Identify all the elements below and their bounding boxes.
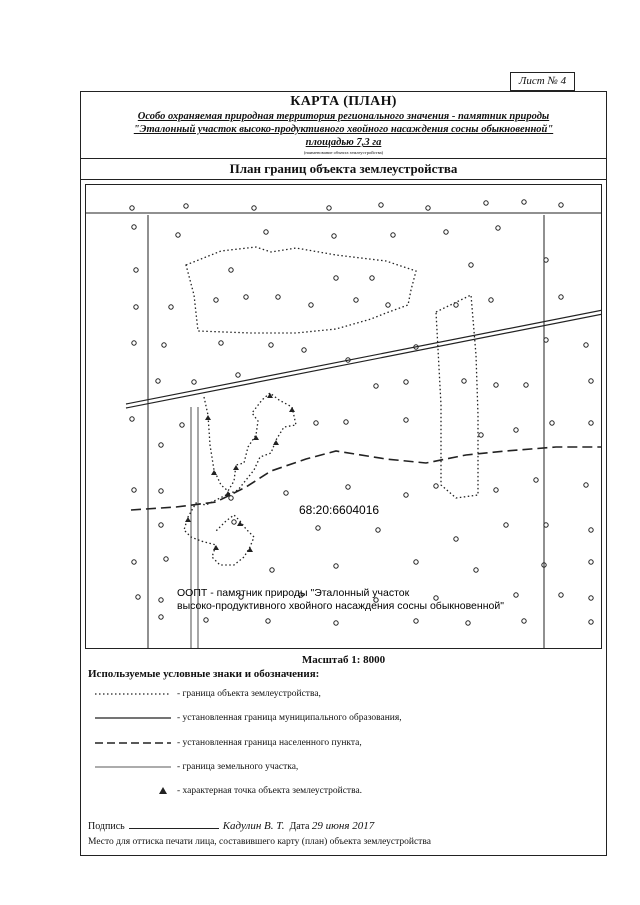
legend-thin-line-icon	[93, 761, 173, 773]
object-label-line-1: ООПТ - памятник природы "Эталонный участок	[177, 587, 410, 599]
legend-heading: Используемые условные знаки и обозначения:	[88, 668, 320, 680]
date-label: Дата	[289, 821, 310, 832]
document-title: КАРТА (ПЛАН)	[290, 94, 397, 109]
header	[81, 92, 606, 159]
legend-dotted-line-icon	[93, 688, 173, 700]
object-description-1: Особо охраняемая природная территория регионального значения - памятник природы	[137, 111, 550, 122]
legend-label: - установленная граница муниципального образования,	[177, 713, 402, 723]
sheet-number: Лист № 4	[510, 72, 575, 91]
signature-line	[129, 819, 219, 829]
legend-label: - граница земельного участка,	[177, 762, 299, 772]
stamp-place-caption: Место для оттиска печати лица, составившего карту (план) объекта землеустройства	[88, 837, 431, 847]
legend-label: - характерная точка объекта землеустройства.	[177, 786, 363, 796]
plan-title: План границ объекта землеустройства	[81, 159, 606, 180]
map-scale: Масштаб 1: 8000	[301, 654, 386, 666]
legend-label: - установленная граница населенного пункта,	[177, 738, 362, 748]
map-area	[85, 184, 602, 649]
legend-triangle-point-icon	[93, 785, 173, 797]
object-description-2: "Эталонный участок высоко-продуктивного хвойного насаждения сосны обыкновенной"	[133, 124, 554, 135]
legend-solid-line-icon	[93, 712, 173, 724]
object-caption: (наименование объекта землеустройства)	[303, 150, 384, 155]
object-area: площадью 7,3 га	[305, 137, 382, 148]
cadastral-number: 68:20:6604016	[299, 503, 380, 517]
map-drawing	[86, 185, 602, 649]
signature-row	[88, 819, 374, 832]
signature-date: 29 июня 2017	[311, 820, 375, 832]
legend-dashed-line-icon	[93, 737, 173, 749]
signer-name: Кадулин В. Т.	[222, 820, 285, 832]
legend-label: - граница объекта землеустройства,	[177, 689, 321, 699]
map-frame	[80, 91, 607, 856]
signature-label: Подпись	[88, 821, 125, 832]
object-label-line-2: высоко-продуктивного хвойного насаждения сосны обыкновенной"	[177, 600, 504, 612]
